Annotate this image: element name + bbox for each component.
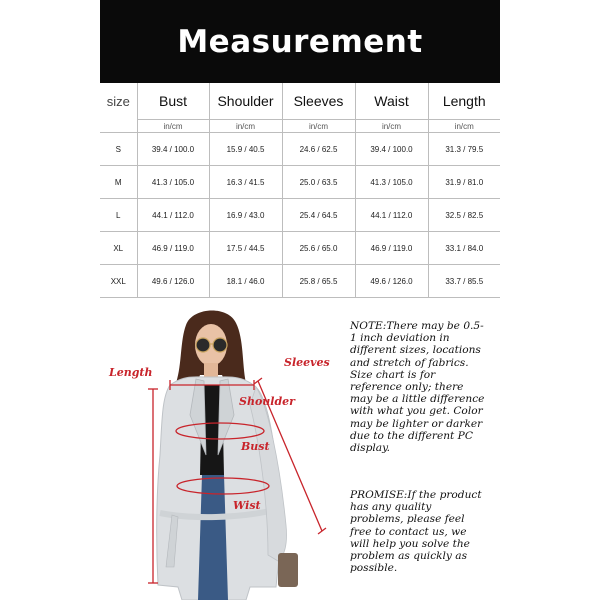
value-cell: 33.1 / 84.0 bbox=[428, 232, 500, 265]
value-cell: 18.1 / 46.0 bbox=[209, 265, 282, 298]
unit-label: in/cm bbox=[428, 120, 500, 133]
title-banner bbox=[100, 0, 500, 83]
shoulder-column-header: Shoulder bbox=[209, 83, 282, 120]
size-cell: XXL bbox=[100, 265, 137, 298]
size-cell: XL bbox=[100, 232, 137, 265]
value-cell: 33.7 / 85.5 bbox=[428, 265, 500, 298]
sleeves-label: Sleeves bbox=[284, 356, 330, 369]
value-cell: 25.8 / 65.5 bbox=[282, 265, 355, 298]
value-cell: 39.4 / 100.0 bbox=[137, 133, 209, 166]
model-sunglasses bbox=[196, 338, 210, 352]
unit-label: in/cm bbox=[137, 120, 209, 133]
value-cell: 46.9 / 119.0 bbox=[137, 232, 209, 265]
value-cell: 41.3 / 105.0 bbox=[137, 166, 209, 199]
value-cell: 44.1 / 112.0 bbox=[137, 199, 209, 232]
sleeves-column-header: Sleeves bbox=[282, 83, 355, 120]
model-figure bbox=[100, 305, 335, 600]
value-cell: 24.6 / 62.5 bbox=[282, 133, 355, 166]
value-cell: 17.5 / 44.5 bbox=[209, 232, 282, 265]
value-cell: 41.3 / 105.0 bbox=[355, 166, 428, 199]
table-row bbox=[100, 166, 500, 199]
unit-label: in/cm bbox=[282, 120, 355, 133]
table-row bbox=[100, 199, 500, 232]
unit-label: in/cm bbox=[209, 120, 282, 133]
table-row bbox=[100, 265, 500, 298]
shoulder-label: Shoulder bbox=[239, 395, 295, 408]
wist-label: Wist bbox=[233, 499, 261, 512]
table-header-row bbox=[100, 83, 500, 120]
waist-column-header: Waist bbox=[355, 83, 428, 120]
note-text: NOTE:There may be 0.5-1 inch deviation in different sizes, locations and stretch of fabrics. Size chart is for reference only; there may be a little difference with what you get. Color may be lighter or darker due to the different PC display. bbox=[350, 320, 485, 455]
page-title: Measurement bbox=[177, 23, 423, 60]
unit-label: in/cm bbox=[355, 120, 428, 133]
bust-label: Bust bbox=[241, 440, 270, 453]
size-cell: L bbox=[100, 199, 137, 232]
size-chart-table bbox=[100, 83, 500, 298]
value-cell: 15.9 / 40.5 bbox=[209, 133, 282, 166]
size-column-header: size bbox=[100, 83, 137, 120]
length-column-header: Length bbox=[428, 83, 500, 120]
size-cell: M bbox=[100, 166, 137, 199]
table-row bbox=[100, 133, 500, 166]
model-clutch bbox=[278, 553, 298, 587]
value-cell: 16.9 / 43.0 bbox=[209, 199, 282, 232]
value-cell: 44.1 / 112.0 bbox=[355, 199, 428, 232]
size-cell: S bbox=[100, 133, 137, 166]
value-cell: 46.9 / 119.0 bbox=[355, 232, 428, 265]
value-cell: 39.4 / 100.0 bbox=[355, 133, 428, 166]
promise-text: PROMISE:If the product has any quality problems, please feel free to contact us, we will help you solve the problem as quickly as possible. bbox=[350, 489, 482, 575]
value-cell: 31.9 / 81.0 bbox=[428, 166, 500, 199]
value-cell: 25.6 / 65.0 bbox=[282, 232, 355, 265]
value-cell: 25.0 / 63.5 bbox=[282, 166, 355, 199]
value-cell: 32.5 / 82.5 bbox=[428, 199, 500, 232]
units-spacer bbox=[100, 120, 137, 133]
value-cell: 31.3 / 79.5 bbox=[428, 133, 500, 166]
units-row bbox=[100, 120, 500, 133]
length-label: Length bbox=[109, 366, 153, 379]
value-cell: 25.4 / 64.5 bbox=[282, 199, 355, 232]
table-row bbox=[100, 232, 500, 265]
value-cell: 49.6 / 126.0 bbox=[355, 265, 428, 298]
bust-column-header: Bust bbox=[137, 83, 209, 120]
value-cell: 16.3 / 41.5 bbox=[209, 166, 282, 199]
value-cell: 49.6 / 126.0 bbox=[137, 265, 209, 298]
